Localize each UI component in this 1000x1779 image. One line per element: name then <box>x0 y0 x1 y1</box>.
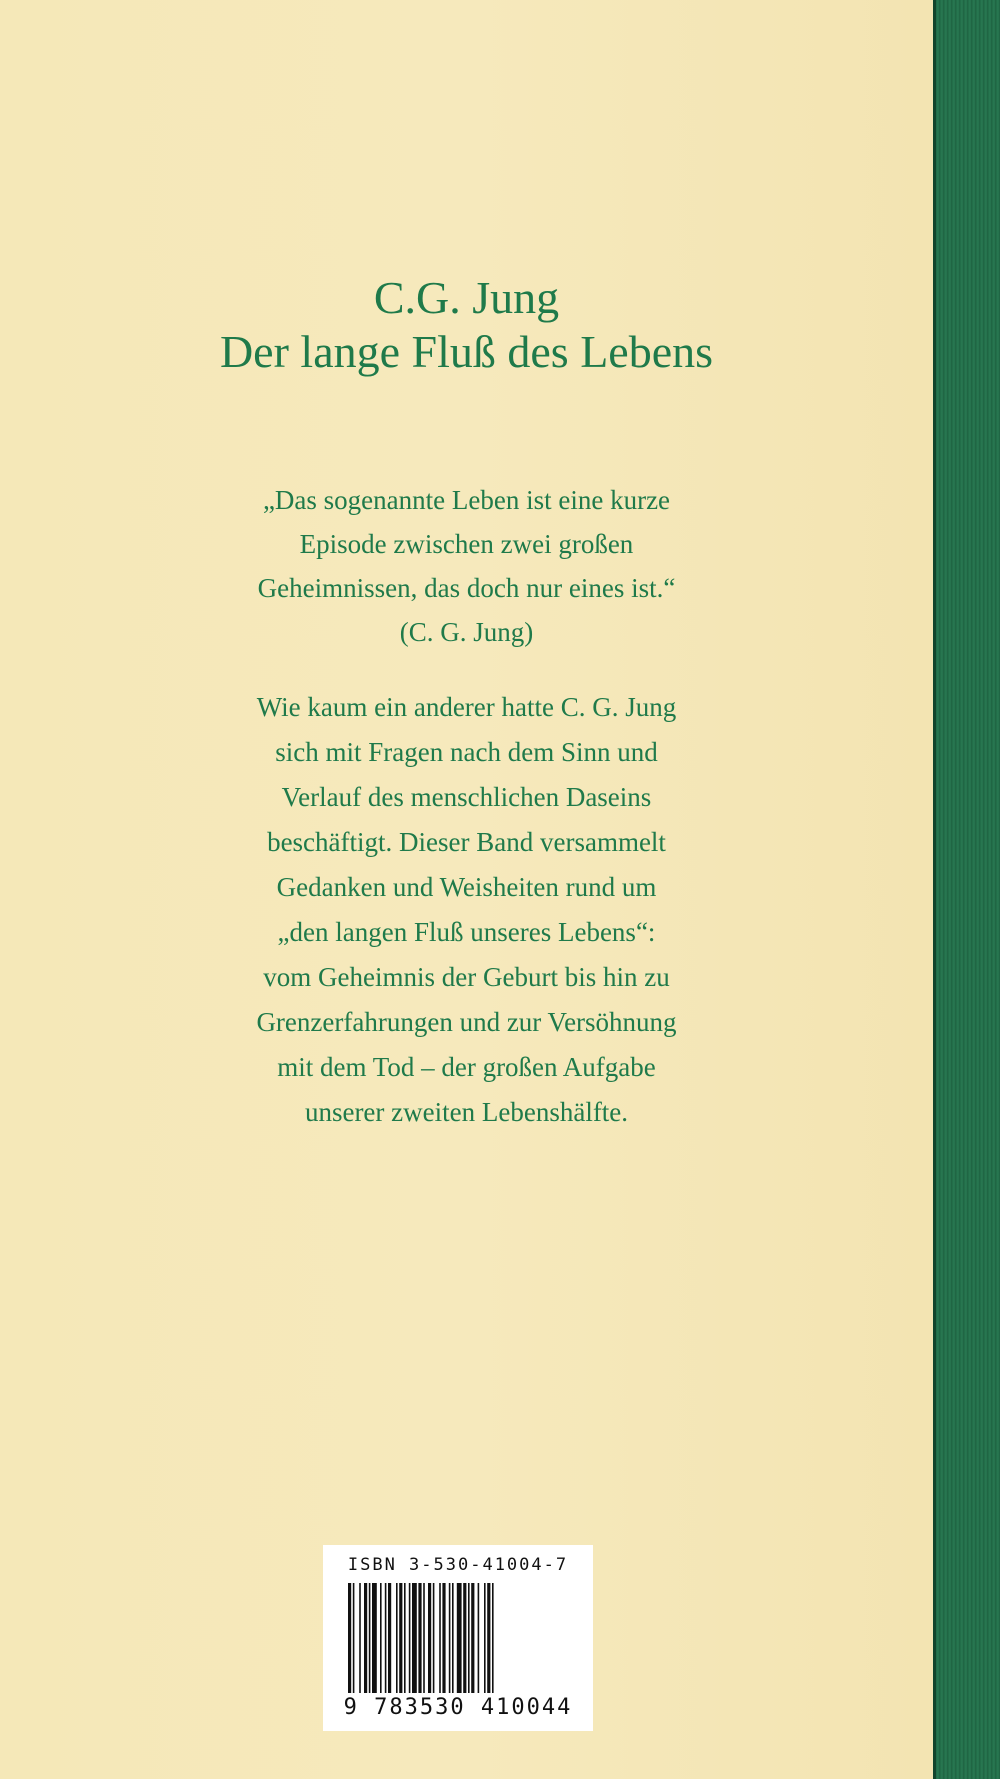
quote-line: „Das sogenannte Leben ist eine kurze <box>262 485 671 515</box>
author-name: C.G. Jung <box>373 272 560 323</box>
blurb-line: unserer zweiten Lebenshälfte. <box>304 1097 629 1127</box>
barcode-icon <box>348 1583 578 1693</box>
blurb-line: Wie kaum ein anderer hatte C. G. Jung <box>256 692 677 722</box>
blurb-line: Grenzerfahrungen und zur Versöhnung <box>256 1007 677 1037</box>
book-blurb <box>0 685 933 1135</box>
blurb-line: Verlauf des menschlichen Daseins <box>281 782 652 812</box>
book-spine <box>933 0 1000 1779</box>
book-title: Der lange Fluß des Lebens <box>219 326 714 377</box>
blurb-line: vom Geheimnis der Geburt bis hin zu <box>263 962 670 992</box>
blurb-line: sich mit Fragen nach dem Sinn und <box>275 737 658 767</box>
blurb-line: Gedanken und Weisheiten rund um <box>276 872 657 902</box>
blurb-line: mit dem Tod – der großen Aufgabe <box>277 1052 656 1082</box>
quote-line: Geheimnissen, das doch nur eines ist.“ <box>257 573 676 603</box>
barcode-label <box>323 1545 593 1731</box>
quote-line: Episode zwischen zwei großen <box>299 529 634 559</box>
blurb-line: „den langen Fluß unseres Lebens“: <box>277 917 656 947</box>
isbn-number: ISBN 3-530-41004-7 <box>347 1555 569 1575</box>
epigraph-quote <box>0 478 933 654</box>
blurb-line: beschäftigt. Dieser Band versammelt <box>267 827 666 857</box>
ean-number: 9 783530 410044 <box>343 1695 573 1720</box>
quote-attribution: (C. G. Jung) <box>399 617 534 647</box>
